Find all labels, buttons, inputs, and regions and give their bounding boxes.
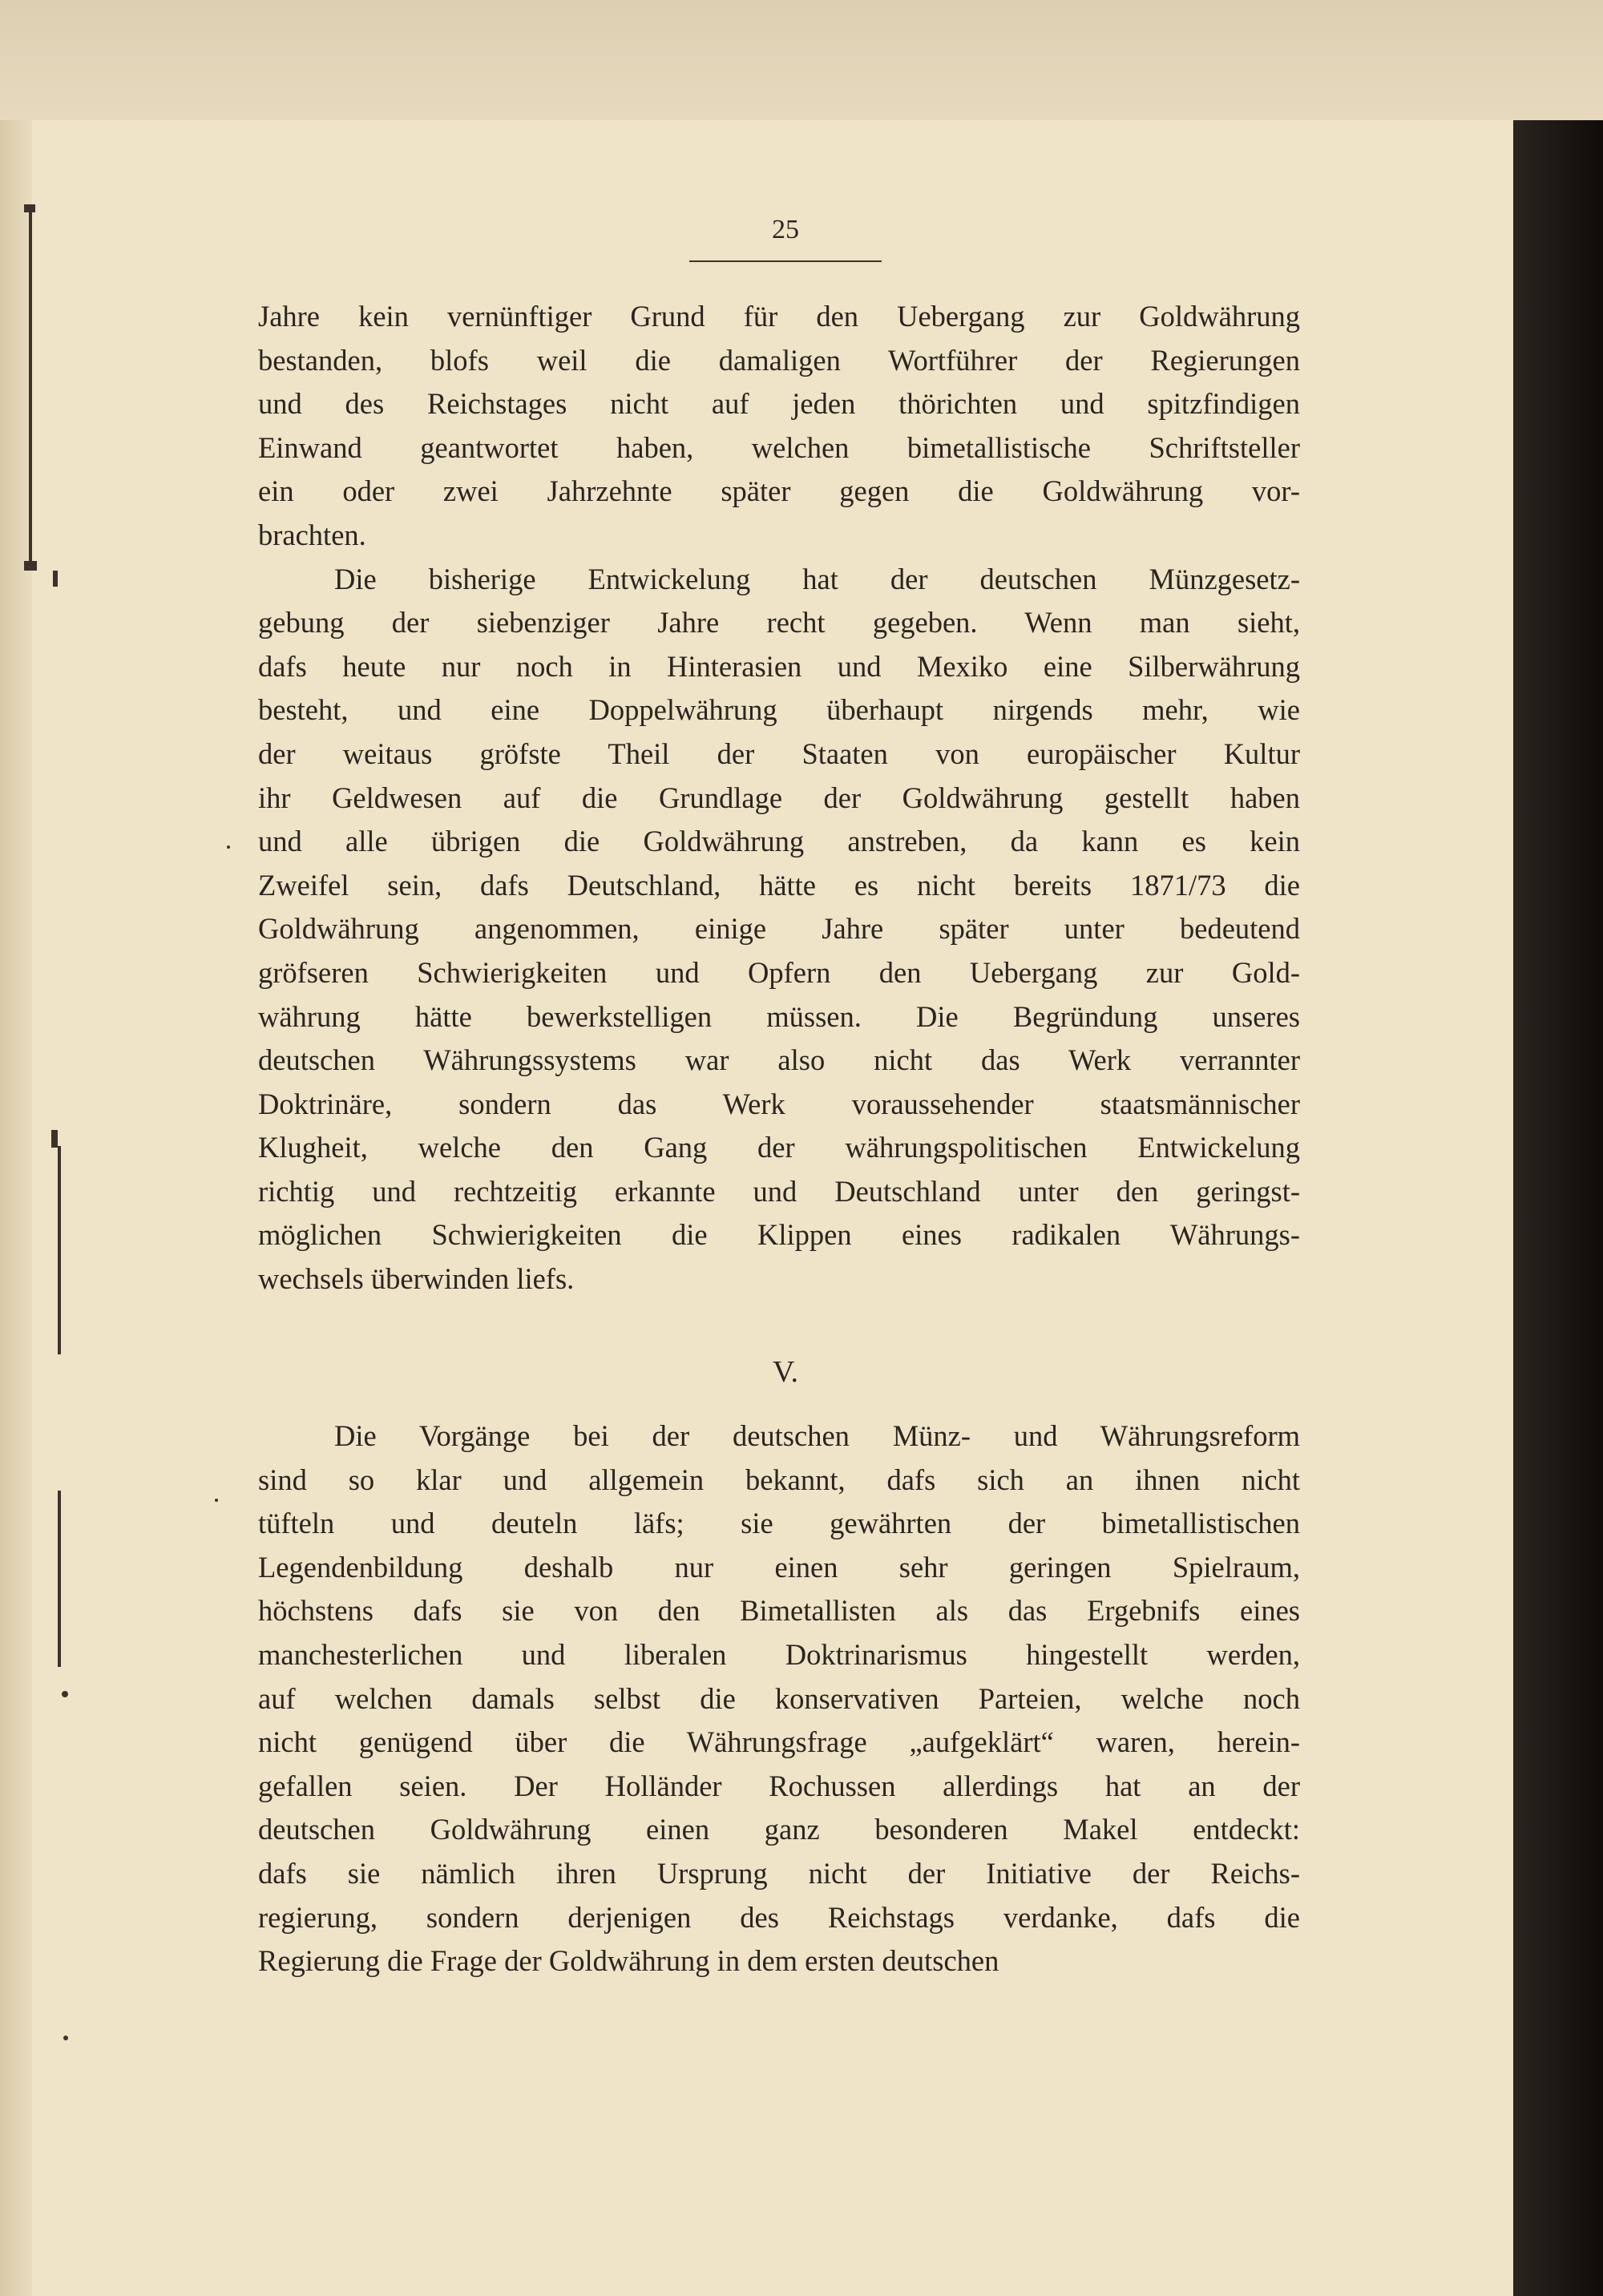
text-line: wechsels überwinden liefs. xyxy=(258,1262,575,1296)
text-line: Regierung die Frage der Goldwährung in dem ersten deutschen xyxy=(258,1944,999,1978)
text-line: und des Reichstages nicht auf jeden thörichten und spitzfindigen xyxy=(258,387,1300,421)
speck xyxy=(62,1691,68,1697)
binding-mark xyxy=(29,210,32,567)
header-rule xyxy=(689,260,882,262)
text-line: ihr Geldwesen auf die Grundlage der Goldwährung gestellt haben xyxy=(258,781,1300,814)
text-line: gröfseren Schwierigkeiten und Opfern den Uebergang zur Gold- xyxy=(258,955,1300,989)
text-line: brachten. xyxy=(258,518,366,551)
text-line: und alle übrigen die Goldwährung anstreben, da kann es kein xyxy=(258,825,1300,858)
text-line: möglichen Schwierigkeiten die Klippen eines radikalen Währungs- xyxy=(258,1218,1300,1252)
text-line: gebung der siebenziger Jahre recht gegeben. Wenn man sieht, xyxy=(258,606,1300,640)
text-line: manchesterlichen und liberalen Doktrinarismus hingestellt werden, xyxy=(258,1637,1300,1671)
text-line: Legendenbildung deshalb nur einen sehr geringen Spielraum, xyxy=(258,1550,1300,1584)
binding-mark xyxy=(58,1491,61,1667)
text-block-before xyxy=(258,295,1300,1301)
text-line: der weitaus gröfste Theil der Staaten von europäischer Kultur xyxy=(258,736,1300,770)
page-edge-shadow xyxy=(1513,120,1603,2296)
text-block-after xyxy=(258,1414,1300,1983)
text-line: dafs heute nur noch in Hinterasien und Mexiko eine Silberwährung xyxy=(258,649,1300,683)
text-line: deutschen Währungssystems war also nicht das Werk verrannter xyxy=(258,1043,1300,1077)
speck xyxy=(215,1499,218,1502)
binding-mark xyxy=(58,1146,61,1354)
text-line: auf welchen damals selbst die konservativen Parteien, welche noch xyxy=(258,1681,1300,1715)
text-line: Goldwährung angenommen, einige Jahre später unter bedeutend xyxy=(258,912,1300,946)
text-line: höchstens dafs sie von den Bimetallisten als das Ergebnifs eines xyxy=(258,1594,1300,1628)
text-line: sind so klar und allgemein bekannt, dafs sich an ihnen nicht xyxy=(258,1463,1300,1496)
text-line: gefallen seien. Der Holländer Rochussen allerdings hat an der xyxy=(258,1769,1300,1802)
speck xyxy=(227,845,230,849)
text-line: regierung, sondern derjenigen des Reichstags verdanke, dafs die xyxy=(258,1900,1300,1934)
text-line: Die Vorgänge bei der deutschen Münz- und Währungsreform xyxy=(334,1419,1300,1452)
text-line: bestanden, blofs weil die damaligen Wortführer der Regierungen xyxy=(258,343,1300,377)
text-line: Klugheit, welche den Gang der währungspolitischen Entwickelung xyxy=(258,1131,1300,1164)
binding-mark xyxy=(51,1130,58,1148)
text-line: Doktrinäre, sondern das Werk voraussehender staatsmännischer xyxy=(258,1087,1300,1120)
binding-mark xyxy=(24,561,37,571)
text-line: Jahre kein vernünftiger Grund für den Uebergang zur Goldwährung xyxy=(258,300,1300,333)
page-number: 25 xyxy=(772,215,799,244)
binding-mark xyxy=(53,571,58,587)
text-line: deutschen Goldwährung einen ganz besonderen Makel entdeckt: xyxy=(258,1813,1300,1846)
text-line: währung hätte bewerkstelligen müssen. Die Begründung unseres xyxy=(258,999,1300,1033)
text-line: Zweifel sein, dafs Deutschland, hätte es nicht bereits 1871/73 die xyxy=(258,868,1300,902)
binding-edge xyxy=(0,120,32,2296)
speck xyxy=(63,2036,68,2040)
page-top-edge xyxy=(0,0,1603,120)
text-line: besteht, und eine Doppelwährung überhaupt nirgends mehr, wie xyxy=(258,693,1300,727)
section-heading: V. xyxy=(772,1355,799,1389)
text-line: dafs sie nämlich ihren Ursprung nicht der Initiative der Reichs- xyxy=(258,1856,1300,1890)
text-line: ein oder zwei Jahrzehnte später gegen die Goldwährung vor- xyxy=(258,474,1300,508)
text-line: richtig und rechtzeitig erkannte und Deutschland unter den geringst- xyxy=(258,1174,1300,1208)
text-line: Die bisherige Entwickelung hat der deutschen Münzgesetz- xyxy=(334,562,1300,595)
text-line: nicht genügend über die Währungsfrage „aufgeklärt“ waren, herein- xyxy=(258,1725,1300,1759)
text-line: tüfteln und deuteln läfs; sie gewährten der bimetallistischen xyxy=(258,1507,1300,1540)
text-line: Einwand geantwortet haben, welchen bimetallistische Schriftsteller xyxy=(258,430,1300,464)
